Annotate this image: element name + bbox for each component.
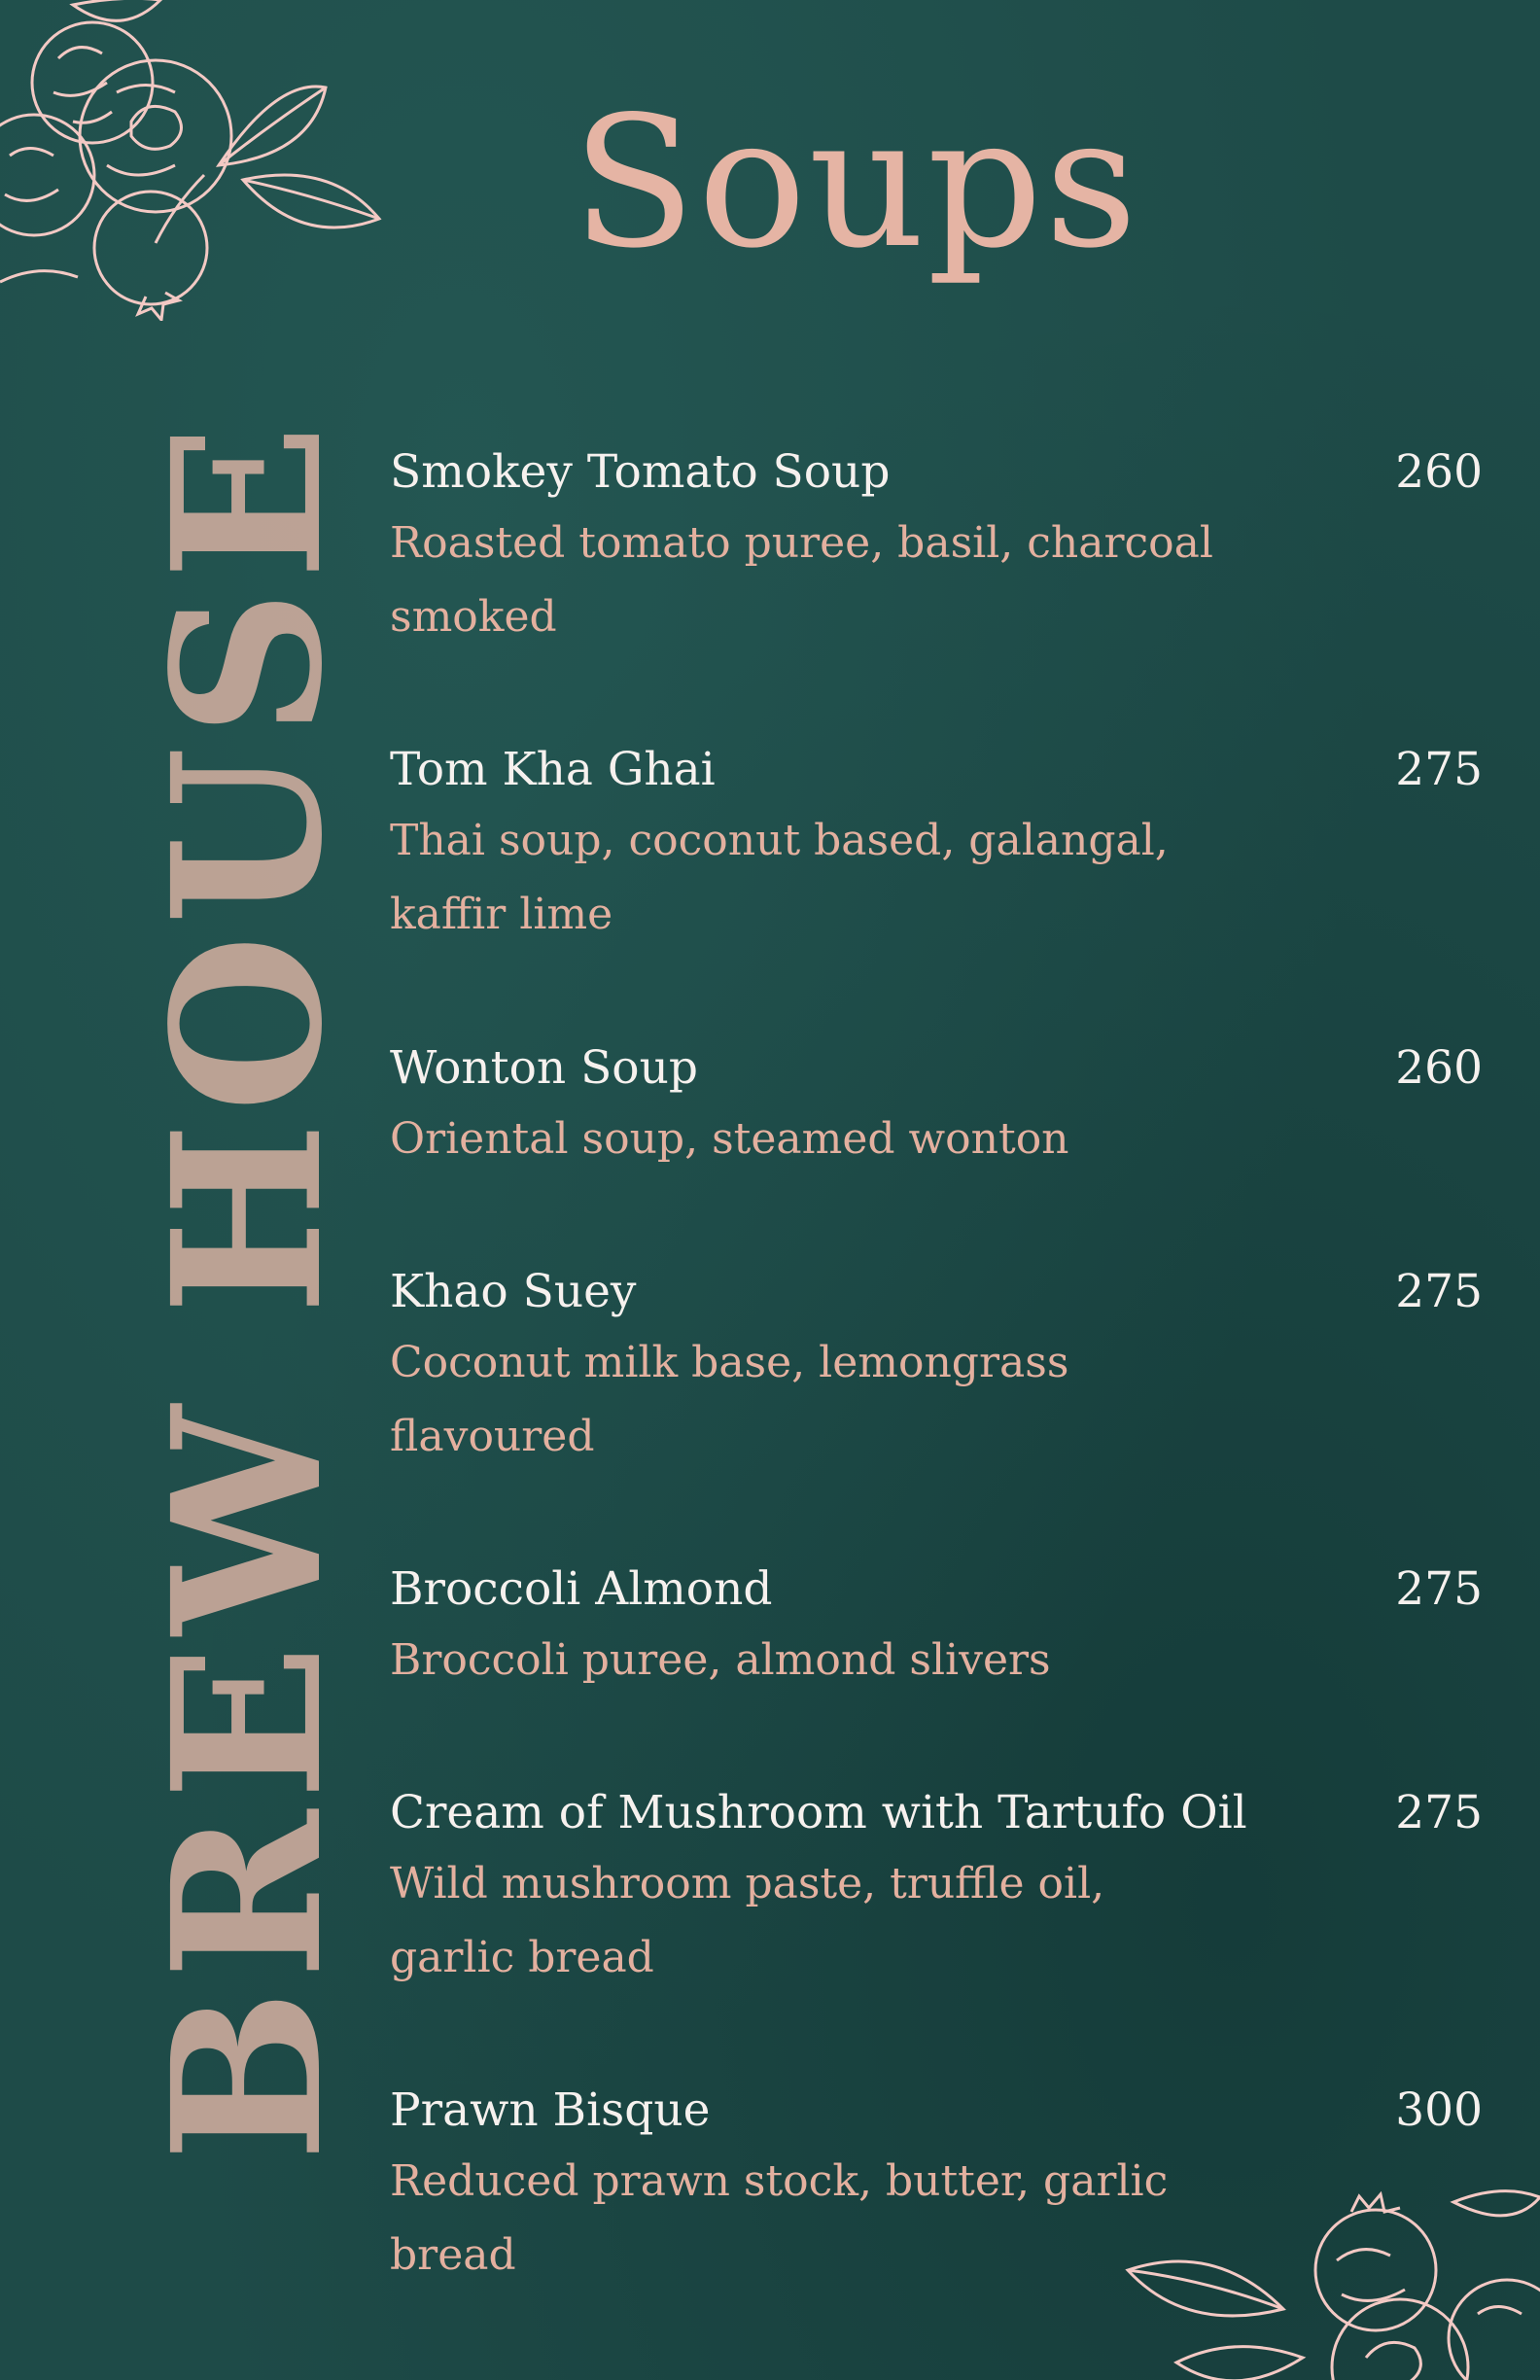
menu-item — [390, 1559, 1483, 1783]
item-price: 275 — [1395, 1786, 1483, 1839]
item-name: Wonton Soup — [390, 1041, 698, 1095]
item-name: Smokey Tomato Soup — [390, 445, 891, 499]
item-description: Broccoli puree, almond slivers — [390, 1635, 1051, 1685]
leaf-icon — [73, 0, 160, 20]
item-price: 260 — [1395, 1041, 1483, 1095]
leaf-icon — [219, 87, 326, 165]
menu-item — [390, 740, 1483, 1038]
item-description: Reduced prawn stock, butter, garlic bread — [390, 2156, 1169, 2280]
menu-item — [390, 1038, 1483, 1262]
brand-name: BREW HOUSE — [127, 414, 368, 2162]
blueberry-icon — [32, 22, 153, 143]
leaf-icon — [1176, 2347, 1303, 2380]
item-description: Oriental soup, steamed wonton — [390, 1114, 1069, 1164]
item-name: Broccoli Almond — [390, 1562, 773, 1616]
menu-item — [390, 442, 1483, 740]
menu-title: Soups — [572, 77, 1139, 288]
menu-item — [390, 2081, 1483, 2292]
item-price: 275 — [1395, 1562, 1483, 1616]
blueberry-icon — [1449, 2280, 1540, 2380]
item-description: Thai soup, coconut based, galangal, kaffir lime — [390, 816, 1169, 939]
item-name: Cream of Mushroom with Tartufo Oil — [390, 1786, 1247, 1839]
menu-item — [390, 1262, 1483, 1559]
top-left-berry-illustration — [0, 0, 389, 321]
item-description: Coconut milk base, lemongrass flavoured — [390, 1338, 1069, 1461]
item-description: Roasted tomato puree, basil, charcoal smoked — [390, 518, 1213, 642]
item-price: 275 — [1395, 1265, 1483, 1318]
item-name: Prawn Bisque — [390, 2083, 711, 2137]
item-name: Khao Suey — [390, 1265, 637, 1318]
menu-list — [390, 442, 1483, 2292]
menu-item — [390, 1783, 1483, 2081]
item-description: Wild mushroom paste, truffle oil, garlic bread — [390, 1859, 1105, 1982]
item-price: 275 — [1395, 743, 1483, 796]
item-name: Tom Kha Ghai — [390, 743, 716, 796]
item-price: 300 — [1395, 2083, 1483, 2137]
item-price: 260 — [1395, 445, 1483, 499]
blueberry-icon — [80, 60, 231, 212]
leaf-icon — [243, 175, 379, 228]
